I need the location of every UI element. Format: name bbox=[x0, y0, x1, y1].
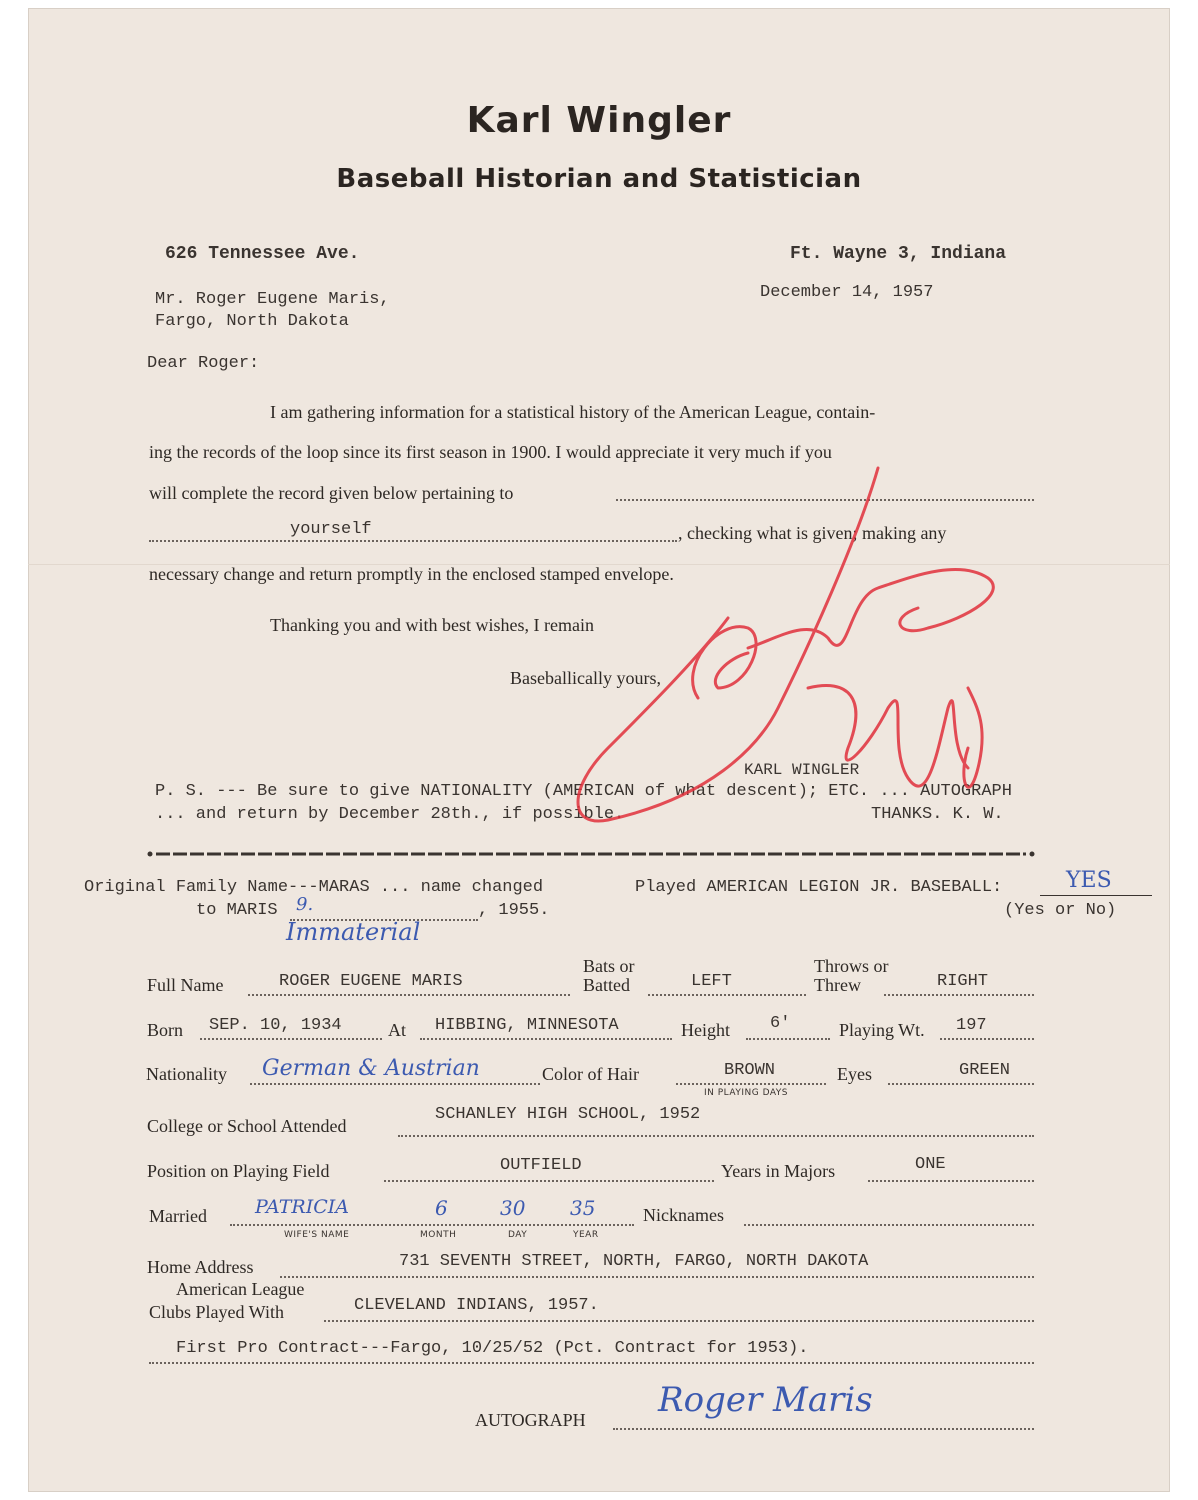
bats-line bbox=[648, 994, 806, 996]
legion-line bbox=[1040, 895, 1152, 896]
body-line-1: I am gathering information for a statistical history of the American League, contain- bbox=[270, 402, 876, 422]
recipient-line-2: Fargo, North Dakota bbox=[155, 312, 349, 331]
letter-date: December 14, 1957 bbox=[760, 283, 934, 302]
position-label: Position on Playing Field bbox=[147, 1161, 330, 1181]
nationality-value: German & Austrian bbox=[262, 1056, 480, 1081]
full-name-value: ROGER EUGENE MARIS bbox=[279, 972, 463, 991]
height-label: Height bbox=[681, 1020, 730, 1040]
bats-value: LEFT bbox=[691, 972, 732, 991]
family-name-line: Original Family Name---MARAS ... name changed bbox=[84, 878, 544, 897]
clubs-value: CLEVELAND INDIANS, 1957. bbox=[354, 1296, 599, 1315]
years-value: ONE bbox=[915, 1155, 946, 1174]
letterhead-subtitle: Baseball Historian and Statistician bbox=[336, 164, 862, 194]
body-line-3: will complete the record given below pertaining to bbox=[149, 483, 514, 503]
hair-hint: IN PLAYING DAYS bbox=[704, 1088, 789, 1098]
throws-label-1: Throws or bbox=[814, 956, 889, 976]
born-line bbox=[200, 1038, 382, 1040]
to-maris-label: to MARIS bbox=[196, 901, 278, 920]
document-sheet bbox=[28, 8, 1170, 1492]
home-value: 731 SEVENTH STREET, NORTH, FARGO, NORTH DAKOTA bbox=[399, 1252, 869, 1271]
day-hint: DAY bbox=[508, 1230, 528, 1240]
clubs-line bbox=[324, 1320, 1034, 1322]
to-maris-fill: 9. bbox=[296, 894, 314, 915]
month-hint: MONTH bbox=[420, 1230, 457, 1240]
bats-label-1: Bats or bbox=[583, 956, 635, 976]
clubs-label-1: American League bbox=[176, 1279, 305, 1299]
nicknames-line bbox=[744, 1224, 1034, 1226]
school-label: College or School Attended bbox=[147, 1116, 347, 1136]
signoff: Baseballically yours, bbox=[510, 668, 661, 688]
married-label: Married bbox=[149, 1206, 207, 1226]
ps-line-2: ... and return by December 28th., if possible. bbox=[155, 805, 625, 824]
wife-hint: WIFE'S NAME bbox=[284, 1230, 350, 1240]
immaterial-handwritten: Immaterial bbox=[286, 918, 421, 946]
closing-line: Thanking you and with best wishes, I remain bbox=[270, 615, 594, 635]
born-value: SEP. 10, 1934 bbox=[209, 1016, 342, 1035]
weight-line bbox=[940, 1038, 1034, 1040]
contract-underline bbox=[149, 1362, 1034, 1364]
autograph-label: AUTOGRAPH bbox=[475, 1410, 586, 1430]
salutation: Dear Roger: bbox=[147, 354, 260, 373]
years-line bbox=[868, 1180, 1034, 1182]
at-line bbox=[420, 1038, 672, 1040]
recipient-line-1: Mr. Roger Eugene Maris, bbox=[155, 290, 390, 309]
letterhead-address: 626 Tennessee Ave. bbox=[165, 244, 360, 264]
to-maris-year: , 1955. bbox=[478, 901, 550, 920]
eyes-label: Eyes bbox=[837, 1064, 872, 1084]
body-fill-yourself: yourself bbox=[290, 520, 372, 539]
hair-line bbox=[676, 1083, 826, 1085]
position-line bbox=[384, 1180, 714, 1182]
body-line-5: necessary change and return promptly in the enclosed stamped envelope. bbox=[149, 564, 674, 584]
throws-line bbox=[884, 994, 1034, 996]
home-line bbox=[280, 1276, 1034, 1278]
day-value: 30 bbox=[500, 1196, 526, 1220]
month-value: 6 bbox=[435, 1196, 448, 1220]
weight-value: 197 bbox=[956, 1016, 987, 1035]
nicknames-label: Nicknames bbox=[643, 1205, 724, 1225]
wife-value: PATRICIA bbox=[255, 1196, 349, 1218]
nationality-label: Nationality bbox=[146, 1064, 227, 1084]
position-value: OUTFIELD bbox=[500, 1156, 582, 1175]
hair-value: BROWN bbox=[724, 1061, 776, 1080]
year-hint: YEAR bbox=[573, 1230, 599, 1240]
contract-line: First Pro Contract---Fargo, 10/25/52 (Pct. Contract for 1953). bbox=[176, 1339, 809, 1358]
throws-value: RIGHT bbox=[937, 972, 989, 991]
eyes-value: GREEN bbox=[959, 1061, 1011, 1080]
autograph-line bbox=[613, 1428, 1034, 1430]
clubs-label-2: Clubs Played With bbox=[149, 1302, 284, 1322]
full-name-line bbox=[248, 994, 570, 996]
eyes-line bbox=[888, 1083, 1034, 1085]
bats-label-2: Batted bbox=[583, 975, 630, 995]
autograph-signature: Roger Maris bbox=[658, 1380, 873, 1420]
school-value: SCHANLEY HIGH SCHOOL, 1952 bbox=[435, 1105, 701, 1124]
letterhead-city: Ft. Wayne 3, Indiana bbox=[790, 244, 1007, 264]
year-value: 35 bbox=[570, 1196, 596, 1220]
at-label: At bbox=[388, 1020, 406, 1040]
legion-hint: (Yes or No) bbox=[1004, 901, 1117, 920]
nationality-line bbox=[250, 1083, 540, 1085]
signer-name: KARL WINGLER bbox=[744, 761, 860, 779]
years-label: Years in Majors bbox=[721, 1161, 836, 1181]
school-line bbox=[398, 1135, 1034, 1137]
at-value: HIBBING, MINNESOTA bbox=[435, 1016, 619, 1035]
letterhead-name: Karl Wingler bbox=[466, 100, 732, 141]
red-signature-scrawl bbox=[548, 448, 1028, 848]
born-label: Born bbox=[147, 1020, 183, 1040]
married-line bbox=[230, 1224, 634, 1226]
body-line-2: ing the records of the loop since its first season in 1900. I would appreciate it very much if you bbox=[149, 442, 832, 462]
legion-value: YES bbox=[1066, 868, 1112, 893]
ps-line-1: P. S. --- Be sure to give NATIONALITY (AMERICAN of what descent); ETC. ... AUTOGRAPH bbox=[155, 782, 1012, 801]
body-line-4: , checking what is given; making any bbox=[678, 523, 947, 543]
height-line bbox=[746, 1038, 830, 1040]
full-name-label: Full Name bbox=[147, 975, 224, 995]
home-label: Home Address bbox=[147, 1257, 254, 1277]
weight-label: Playing Wt. bbox=[839, 1020, 925, 1040]
height-value: 6' bbox=[770, 1014, 791, 1033]
throws-label-2: Threw bbox=[814, 975, 861, 995]
ps-thanks: THANKS. K. W. bbox=[871, 805, 1004, 824]
legion-label: Played AMERICAN LEGION JR. BASEBALL: bbox=[635, 878, 1003, 897]
hair-label: Color of Hair bbox=[542, 1064, 639, 1084]
dash-divider bbox=[146, 848, 1036, 860]
